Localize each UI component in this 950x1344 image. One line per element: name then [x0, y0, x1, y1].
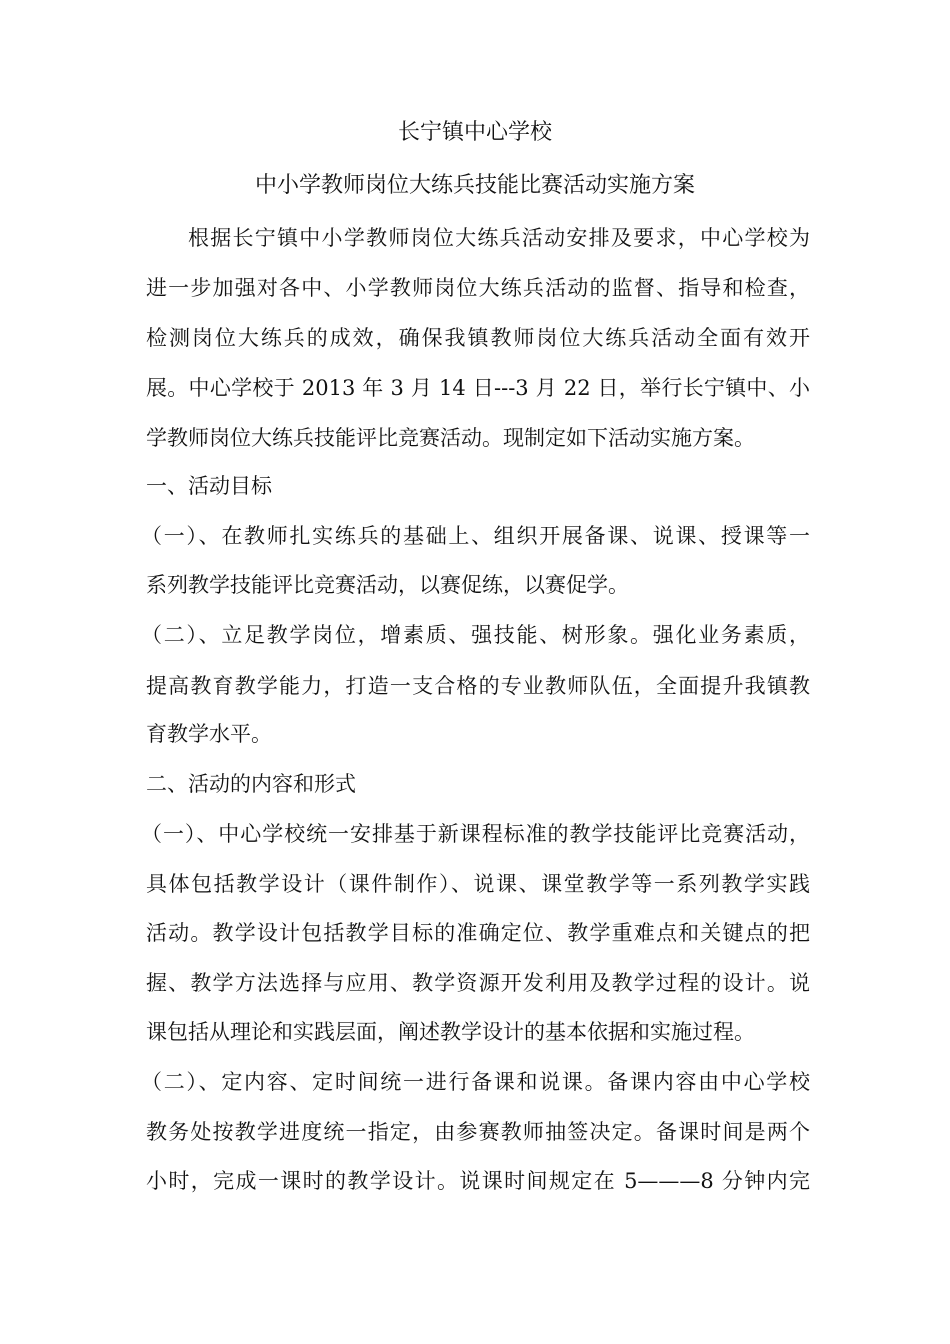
paragraph-line: 提高教育教学能力，打造一支合格的专业教师队伍，全面提升我镇教 [146, 674, 810, 698]
plan-title: 中小学教师岗位大练兵技能比赛活动实施方案 [254, 173, 695, 198]
section-heading: 二、活动的内容和形式 [146, 772, 356, 796]
paragraph-line: 育教学水平。 [146, 722, 272, 746]
paragraph-line: 根据长宁镇中小学教师岗位大练兵活动安排及要求，中心学校为 [188, 226, 810, 250]
paragraph-line: 握、教学方法选择与应用、教学资源开发利用及教学过程的设计。说 [146, 971, 810, 995]
paragraph-line: 检测岗位大练兵的成效，确保我镇教师岗位大练兵活动全面有效开 [146, 326, 810, 350]
paragraph-line: （二）、定内容、定时间统一进行备课和说课。备课内容由中心学校 [141, 1070, 810, 1094]
paragraph-line: 展。中心学校于 2013 年 3 月 14 日---3 月 22 日，举行长宁镇中、小 [146, 376, 810, 400]
paragraph-line: 教务处按教学进度统一指定，由参赛教师抽签决定。备课时间是两个 [146, 1120, 810, 1144]
paragraph-line: （二）、立足教学岗位，增素质、强技能、树形象。强化业务素质， [141, 623, 810, 647]
paragraph-line: （一）、中心学校统一安排基于新课程标准的教学技能评比竞赛活动， [141, 822, 810, 846]
paragraph-line: 小时，完成一课时的教学设计。说课时间规定在 5———8 分钟内完 [146, 1169, 810, 1193]
section-heading: 一、活动目标 [146, 474, 272, 498]
paragraph-line: 活动。教学设计包括教学目标的准确定位、教学重难点和关键点的把 [146, 921, 810, 945]
paragraph-line: （一）、在教师扎实练兵的基础上、组织开展备课、说课、授课等一 [141, 524, 810, 548]
paragraph-line: 课包括从理论和实践层面，阐述教学设计的基本依据和实施过程。 [146, 1020, 755, 1044]
paragraph-line: 进一步加强对各中、小学教师岗位大练兵活动的监督、指导和检查， [146, 276, 810, 300]
school-title: 长宁镇中心学校 [397, 120, 552, 145]
paragraph-line: 学教师岗位大练兵技能评比竞赛活动。现制定如下活动实施方案。 [146, 426, 755, 450]
paragraph-line: 具体包括教学设计（课件制作）、说课、课堂教学等一系列教学实践 [146, 872, 810, 896]
paragraph-line: 系列教学技能评比竞赛活动，以赛促练，以赛促学。 [146, 573, 629, 597]
